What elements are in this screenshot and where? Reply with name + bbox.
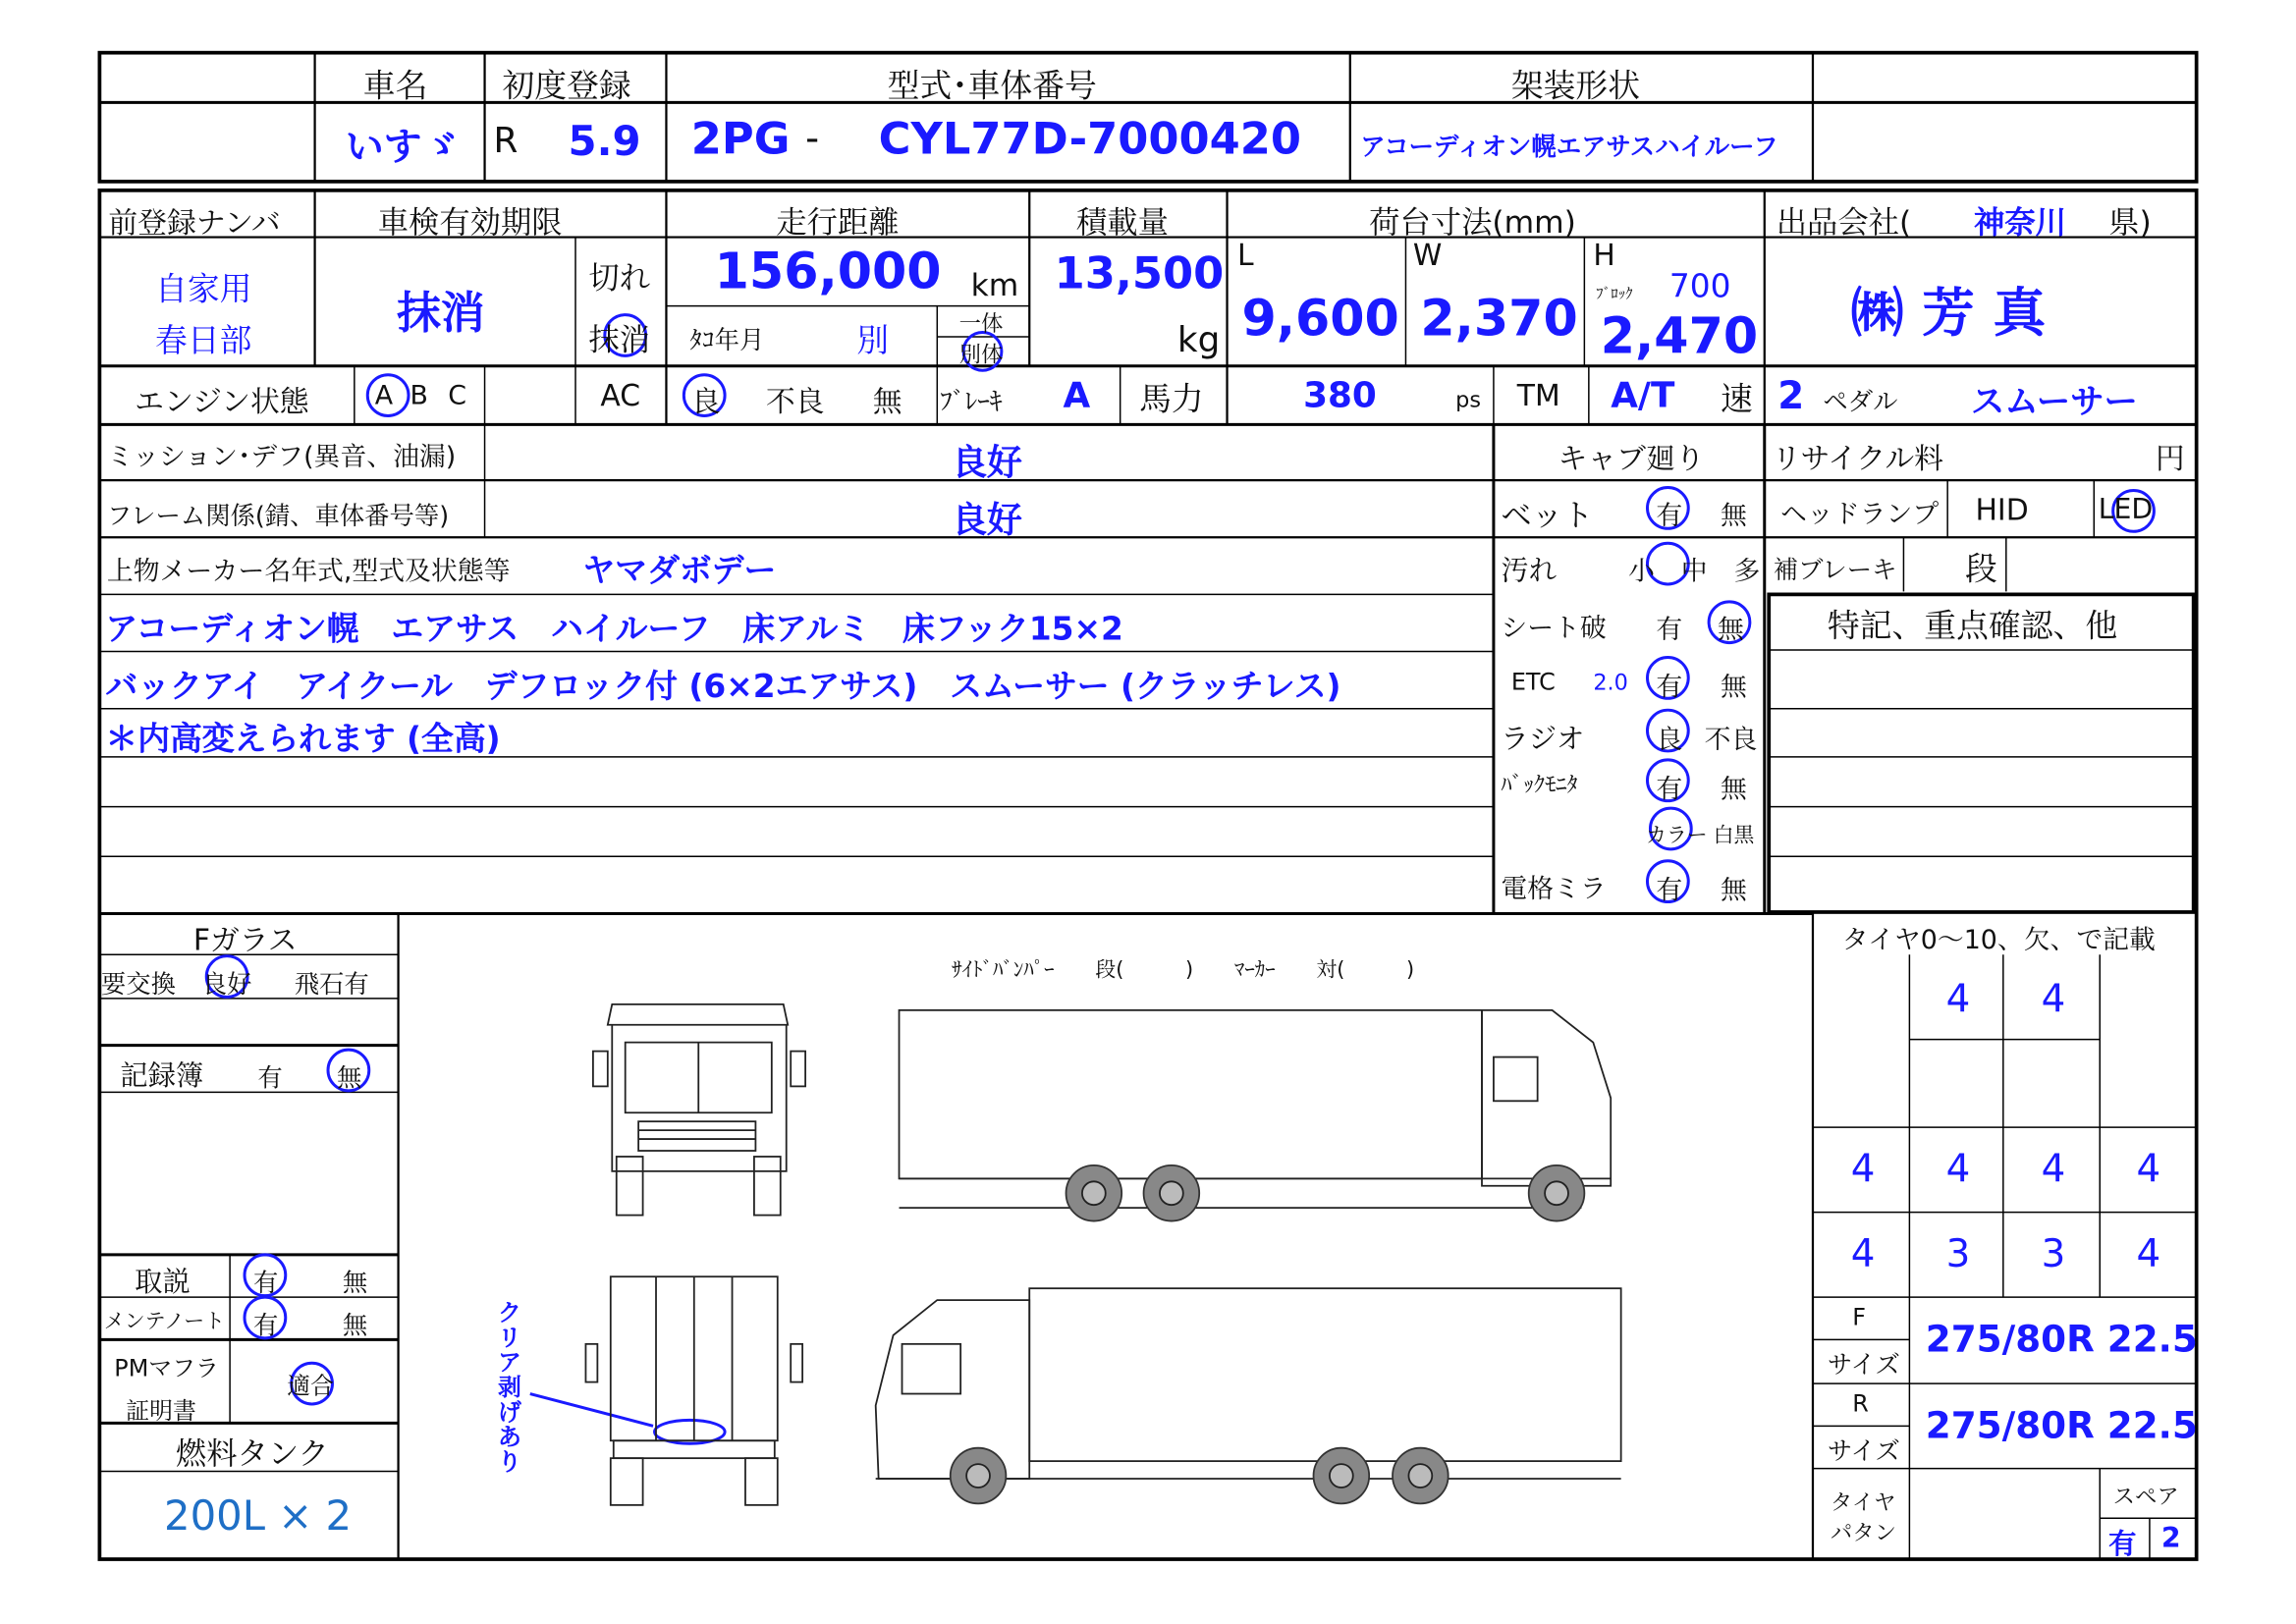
W-label: W <box>1412 237 1443 273</box>
manual-yes: 有 <box>252 1269 279 1299</box>
bed-dims-label: 荷台寸法(mm) <box>1369 204 1576 241</box>
W-value: 2,370 <box>1420 290 1578 349</box>
tire-r3-2: 3 <box>1945 1232 1971 1277</box>
headlamp-led: LED <box>2098 493 2154 526</box>
first-reg-label: 初度登録 <box>502 69 631 106</box>
backmon-label: ﾊﾞｯｸﾓﾆﾀ <box>1501 771 1578 798</box>
remarks-line-1: アコーディオン幌 エアサス ハイルーフ 床アルミ 床フック15×2 <box>105 612 1123 649</box>
expired-label: 切れ <box>588 260 651 297</box>
spare-label: スペア <box>2112 1483 2179 1510</box>
remarks-line-3: ＊内高変えられます (全高) <box>105 722 501 759</box>
fuel-value: 200L × 2 <box>164 1491 353 1541</box>
truck-front-view <box>593 1004 805 1216</box>
mission-label: ミッション･デフ(異音、油漏) <box>106 442 457 473</box>
headlamp-hid: HID <box>1975 492 2029 527</box>
tm-value: A/T <box>1611 374 1675 416</box>
etc-version: 2.0 <box>1593 669 1628 696</box>
fuel-label: 燃料タンク <box>175 1435 329 1472</box>
radio-label: ラジオ <box>1501 723 1585 756</box>
chassis-number: CYL77D-7000420 <box>878 114 1302 166</box>
pm-value: 適合 <box>287 1372 334 1400</box>
radio-bad: 不良 <box>1704 725 1758 756</box>
ittai-label: 一体 <box>958 310 1004 337</box>
ac-bad: 不良 <box>765 383 825 419</box>
seller-label-post: 県) <box>2108 204 2152 241</box>
model-label: 型式･車体番号 <box>887 69 1097 106</box>
first-reg-era: R <box>493 120 519 162</box>
radio-good: 良 <box>1656 725 1683 756</box>
brake-label: ﾌﾞﾚｰｷ <box>940 388 1003 417</box>
mission-value: 良好 <box>952 442 1022 484</box>
maint-label: メンテノート <box>103 1310 226 1334</box>
maint-yes: 有 <box>252 1312 279 1341</box>
body-maker-value: ヤマダボデー <box>582 553 777 590</box>
prev-plate-label: 前登録ナンバ <box>108 204 281 241</box>
etc-yes: 有 <box>1656 672 1683 703</box>
maint-no: 無 <box>342 1312 368 1341</box>
fglass-replace: 要交換 <box>100 970 176 1001</box>
car-name-label: 車名 <box>362 69 428 106</box>
tire-f-label: F <box>1852 1303 1866 1331</box>
mirror-no: 無 <box>1721 875 1747 906</box>
H-label: H <box>1593 237 1615 273</box>
side-bumper-marker-text: ｻｲﾄﾞﾊﾞﾝﾊﾟｰ 段( ) ﾏｰｶｰ 対( ) <box>952 958 1415 983</box>
tire-title: タイヤ0～10、欠、で記載 <box>1841 925 2156 956</box>
seat-label: シート破 <box>1501 613 1607 645</box>
bed-no: 無 <box>1721 500 1747 532</box>
tire-pattern-label-2: パタン <box>1830 1519 1896 1546</box>
pm-label: PMマフラ <box>114 1354 219 1382</box>
ac-none: 無 <box>872 383 902 419</box>
body-type-label: 架装形状 <box>1510 69 1641 106</box>
truck-rear-view <box>585 1276 802 1505</box>
tire-front-right: 4 <box>2041 978 2066 1022</box>
betsutai-label: 別体 <box>958 341 1004 368</box>
seat-yes: 有 <box>1656 615 1683 646</box>
tacho-label: ﾀｺ年月 <box>689 326 765 356</box>
tire-front-left: 4 <box>1945 978 1971 1022</box>
model-dash: - <box>805 117 820 162</box>
L-value: 9,600 <box>1241 290 1399 349</box>
record-no: 無 <box>336 1064 362 1094</box>
tire-r2-2: 4 <box>1945 1148 1971 1192</box>
recycle-yen: 円 <box>2155 440 2185 476</box>
capacity-unit: kg <box>1176 319 1221 360</box>
tire-r-label: R <box>1852 1389 1869 1418</box>
prev-plate-use: 自家用 <box>155 272 252 309</box>
ac-good: 良 <box>690 383 721 419</box>
fglass-chip: 飛石有 <box>294 970 369 1001</box>
body-maker-label: 上物メーカー名年式,型式及状態等 <box>106 556 511 587</box>
model-prefix: 2PG <box>690 114 791 166</box>
pm-cert-label: 証明書 <box>126 1396 196 1425</box>
bed-label: ベット <box>1501 497 1594 533</box>
tire-r2-1: 4 <box>1850 1148 1876 1192</box>
seller-label-pre: 出品会社( <box>1776 204 1912 241</box>
fglass-title: Fガラス <box>192 922 298 958</box>
seller-prefecture: 神奈川 <box>1974 204 2066 241</box>
hp-value: 380 <box>1303 374 1377 416</box>
car-name: いすゞ <box>345 126 461 170</box>
brake-value: A <box>1063 374 1091 416</box>
stain-small: 小 <box>1628 556 1655 587</box>
engine-label: エンジン状態 <box>135 383 309 419</box>
recycle-label: リサイクル料 <box>1772 440 1943 476</box>
stain-many: 多 <box>1733 556 1761 587</box>
H-value: 2,470 <box>1600 307 1759 366</box>
spare-count: 2 <box>2160 1522 2181 1555</box>
tire-r3-4: 4 <box>2136 1232 2161 1277</box>
aux-brake-label: 補ブレーキ <box>1773 556 1897 586</box>
manual-no: 無 <box>342 1269 368 1299</box>
record-yes: 有 <box>257 1064 283 1094</box>
prev-plate-area: 春日部 <box>155 323 252 360</box>
cab-title: キャブ廻り <box>1558 440 1705 476</box>
record-label: 記録簿 <box>120 1059 204 1093</box>
tacho-value: 別 <box>856 323 890 360</box>
mileage-value: 156,000 <box>714 243 942 302</box>
bed-yes: 有 <box>1656 500 1683 532</box>
color-label: カラー <box>1645 824 1708 848</box>
manual-label: 取説 <box>135 1266 191 1299</box>
tire-r-size-label: サイズ <box>1827 1437 1900 1468</box>
tire-r2-3: 4 <box>2041 1148 2066 1192</box>
hp-unit: ps <box>1455 386 1482 413</box>
tire-f-size: 275/80R 22.5 <box>1925 1317 2198 1361</box>
tire-pattern-label-1: タイヤ <box>1830 1489 1896 1516</box>
etc-label: ETC <box>1510 667 1556 696</box>
L-label: L <box>1236 237 1254 273</box>
mirror-yes: 有 <box>1656 875 1683 906</box>
first-reg-value: 5.9 <box>568 117 641 166</box>
seat-no: 無 <box>1718 615 1744 646</box>
tire-r-size: 275/80R 22.5 <box>1925 1403 2198 1447</box>
ac-label: AC <box>600 377 641 413</box>
speed-value: 2 <box>1777 374 1805 419</box>
frame-label: フレーム関係(錆、車体番号等) <box>106 502 450 532</box>
remarks-line-2: バックアイ アイクール デフロック付 (6×2エアサス) スムーサー (クラッチレス) <box>105 669 1341 706</box>
speed-label: 速 <box>1721 382 1753 419</box>
spare-has: 有 <box>2108 1528 2137 1561</box>
cancelled-label: 抹消 <box>588 322 651 357</box>
backmon-no: 無 <box>1721 774 1747 806</box>
notes-title: 特記、重点確認、他 <box>1827 609 2118 646</box>
mileage-unit: km <box>970 267 1019 303</box>
pedal-label: ペダル <box>1823 388 1898 417</box>
fglass-good: 良好 <box>201 970 252 1001</box>
inspection-value: 抹消 <box>397 288 485 340</box>
backmon-yes: 有 <box>1656 774 1683 806</box>
engine-a: A <box>374 380 394 411</box>
stain-mid: 中 <box>1680 556 1708 587</box>
headlamp-label: ヘッドランプ <box>1780 499 1940 530</box>
capacity-value: 13,500 <box>1054 248 1225 300</box>
tire-r3-3: 3 <box>2041 1232 2066 1277</box>
pedal-value: スムーサー <box>1971 383 2138 422</box>
block-value: 700 <box>1668 269 1731 306</box>
aux-brake-value: 段 <box>1965 552 1997 589</box>
frame-value: 良好 <box>952 499 1022 541</box>
hp-label: 馬力 <box>1139 382 1204 419</box>
tire-r3-1: 4 <box>1850 1232 1876 1277</box>
truck-side-view-right <box>900 1010 1612 1221</box>
bw-label: 白黒 <box>1713 824 1755 848</box>
tire-f-size-label: サイズ <box>1827 1351 1900 1381</box>
tire-r2-4: 4 <box>2136 1148 2161 1192</box>
truck-side-view-left <box>876 1288 1621 1503</box>
block-label: ﾌﾞﾛｯｸ <box>1596 287 1633 303</box>
stain-label: 汚れ <box>1501 555 1558 587</box>
mileage-label: 走行距離 <box>776 204 900 241</box>
capacity-label: 積載量 <box>1075 204 1169 241</box>
etc-no: 無 <box>1721 672 1747 703</box>
engine-b: B <box>410 380 428 411</box>
mirror-label: 電格ミラ <box>1501 874 1607 905</box>
engine-c: C <box>448 380 467 411</box>
seller-name: ㈱ 芳 真 <box>1850 284 2047 345</box>
inspection-label: 車検有効期限 <box>377 204 563 241</box>
clear-peel-note: クリア剥げあり <box>497 1298 521 1477</box>
tm-label: TM <box>1516 377 1560 413</box>
body-type: アコーディオン幌エアサスハイルーフ <box>1360 133 1778 163</box>
